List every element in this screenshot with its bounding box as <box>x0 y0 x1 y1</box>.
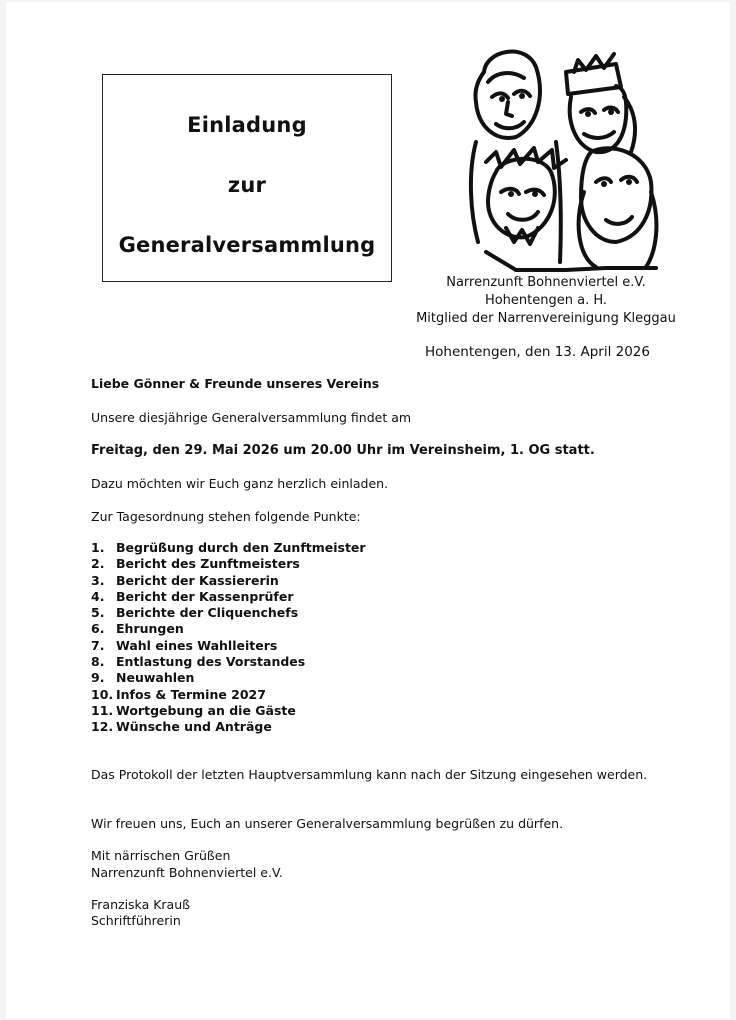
agenda-item-number: 4. <box>91 588 105 604</box>
agenda-item <box>91 589 366 605</box>
regards-org: Narrenzunft Bohnenviertel e.V. <box>91 865 283 880</box>
title-box <box>102 74 392 282</box>
agenda-item <box>91 719 366 735</box>
agenda-intro: Zur Tagesordnung stehen folgende Punkte: <box>91 509 361 524</box>
carnival-masks-icon <box>456 42 666 272</box>
agenda-item <box>91 638 366 654</box>
agenda-item-number: 2. <box>91 556 105 572</box>
agenda-item-number: 7. <box>91 637 105 653</box>
agenda-item-text: Wortgebung an die Gäste <box>116 702 296 718</box>
agenda-item <box>91 556 366 572</box>
agenda-item-number: 9. <box>91 670 105 686</box>
agenda-item-text: Bericht der Kassiererin <box>116 572 279 588</box>
org-place: Hohentengen a. H. <box>484 293 608 308</box>
agenda-item-number: 10. <box>91 686 114 702</box>
agenda-item <box>91 687 366 703</box>
agenda-item-text: Begrüßung durch den Zunftmeister <box>116 540 366 555</box>
signer-role: Schriftführerin <box>91 913 181 928</box>
agenda-item-text: Bericht der Kassenprüfer <box>116 588 294 604</box>
title-line-2: zur <box>227 173 267 197</box>
agenda-item <box>91 670 366 686</box>
title-line-3: Generalversammlung <box>118 233 376 257</box>
letter-date: Hohentengen, den 13. April 2026 <box>425 344 650 360</box>
agenda-item <box>91 654 366 670</box>
agenda-item-number: 5. <box>91 605 105 621</box>
protocol-note: Das Protokoll der letzten Hauptversammlung kann nach der Sitzung eingesehen werden. <box>91 767 648 782</box>
agenda-item-text: Bericht des Zunftmeisters <box>116 556 300 572</box>
salutation: Liebe Gönner & Freunde unseres Vereins <box>91 376 380 391</box>
intro-text: Unsere diesjährige Generalversammlung findet am <box>91 410 412 425</box>
agenda-item <box>91 703 366 719</box>
agenda-item-number: 6. <box>91 621 105 637</box>
agenda-item-text: Wünsche und Anträge <box>116 719 272 735</box>
agenda-item-text: Berichte der Cliquenchefs <box>116 605 299 621</box>
agenda-item <box>91 621 366 637</box>
org-name: Narrenzunft Bohnenviertel e.V. <box>446 275 646 290</box>
agenda-item <box>91 540 366 556</box>
agenda-item-text: Entlastung des Vorstandes <box>116 654 306 670</box>
agenda-item-number: 1. <box>91 540 105 555</box>
agenda-item <box>91 605 366 621</box>
agenda-item-number: 8. <box>91 654 105 670</box>
agenda-item-text: Infos & Termine 2027 <box>116 686 266 702</box>
organization-block <box>401 274 691 328</box>
agenda-item <box>91 573 366 589</box>
title-line-1: Einladung <box>187 113 307 137</box>
agenda-list <box>91 540 366 736</box>
agenda-item-text: Ehrungen <box>116 621 184 637</box>
org-membership: Mitglied der Narrenvereinigung Kleggau <box>416 311 676 326</box>
agenda-item-text: Wahl eines Wahlleiters <box>116 637 278 653</box>
agenda-item-number: 11. <box>91 702 114 718</box>
closing-text: Wir freuen uns, Euch an unserer Generalversammlung begrüßen zu dürfen. <box>91 816 564 831</box>
letter-page <box>6 2 730 1018</box>
regards: Mit närrischen Grüßen <box>91 848 231 863</box>
agenda-item-number: 12. <box>91 719 114 735</box>
agenda-item-text: Neuwahlen <box>116 670 195 686</box>
meeting-datetime: Freitag, den 29. Mai 2026 um 20.00 Uhr im Vereinsheim, 1. OG statt. <box>91 443 595 458</box>
invitation-text: Dazu möchten wir Euch ganz herzlich einladen. <box>91 476 389 491</box>
signer-name: Franziska Krauß <box>91 897 190 912</box>
agenda-item-number: 3. <box>91 572 105 588</box>
